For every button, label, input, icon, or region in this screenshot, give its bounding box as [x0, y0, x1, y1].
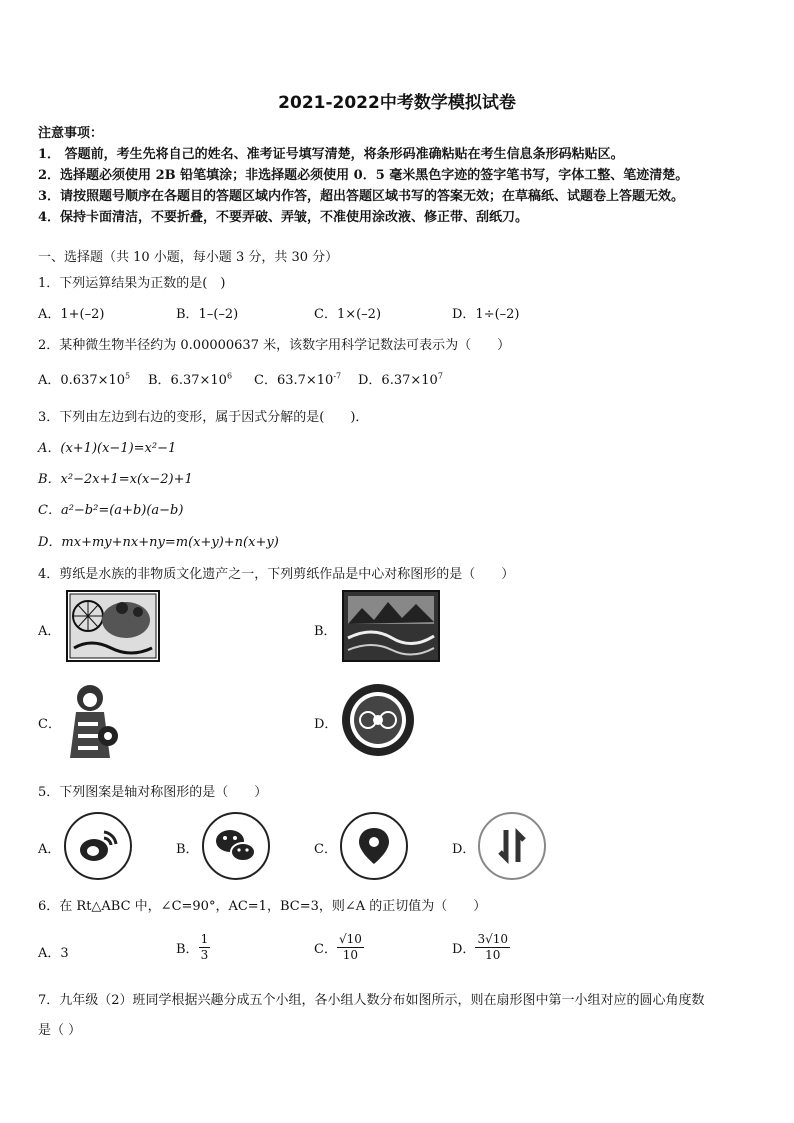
q5-option-c-label: C．: [314, 842, 337, 857]
q2-option-b: B．$6.37\times 10^6$: [148, 371, 233, 388]
q5-option-b-label: B．: [176, 842, 199, 857]
q4-stem: 4．剪纸是水族的非物质文化遗产之一，下列剪纸作品是中心对称图形的是（ ）: [38, 567, 515, 582]
q6-option-c: C． $\frac{√10}{10}$: [314, 932, 362, 962]
papercut-c-image: [64, 682, 124, 764]
page-title: 2021-2022中考数学模拟试卷: [278, 93, 516, 113]
papercut-d-image: [340, 682, 416, 758]
q6-stem: 6．在 Rt△ABC 中，∠C=90°，AC=1，BC=3，则∠A 的正切值为（ ）: [38, 899, 487, 914]
q1-option-c: C．1×(–2): [314, 307, 382, 322]
notice-item-1: 1． 答题前，考生先将自己的姓名、准考证号填写清楚，将条形码准确粘贴在考生信息条形码粘贴区。: [38, 147, 624, 162]
notice-item-2: 2．选择题必须使用 2B 铅笔填涂；非选择题必须使用 0．5 毫米黑色字迹的签字笔书写，字体工整、笔迹清楚。: [38, 168, 689, 183]
swap-arrows-icon: [478, 812, 546, 880]
papercut-a-image: [66, 590, 160, 662]
q1-option-d: D．1÷(–2): [452, 307, 520, 322]
q4-option-d-label: D．: [314, 717, 338, 732]
q3-option-b: B．x²−2x+1=x(x−2)+1: [38, 472, 193, 487]
q2-option-c: C．$63.7\times 10^{-7}$: [254, 371, 342, 388]
q3-stem: 3．下列由左边到右边的变形，属于因式分解的是( )．: [38, 410, 369, 425]
q4-option-b-label: B．: [314, 624, 337, 639]
q2-option-d: D．$6.37\times 10^7$: [358, 371, 443, 388]
q3-option-d: D．mx+my+nx+ny=m(x+y)+n(x+y): [38, 535, 279, 550]
q3-option-a: A．(x+1)(x−1)=x²−1: [38, 441, 177, 456]
q6-option-d: D． $\frac{3√10}{10}$: [452, 932, 508, 962]
notice-item-3: 3．请按照题号顺序在各题目的答题区域内作答，超出答题区域书写的答案无效；在草稿纸、试题卷上答题无效。: [38, 189, 685, 204]
q6-option-b: B． $\frac{1}{3}$: [176, 932, 209, 962]
q3-option-c: C．a²−b²=(a+b)(a−b): [38, 503, 184, 518]
q4-option-c-label: C．: [38, 717, 61, 732]
location-pin-icon: [340, 812, 408, 880]
q1-stem: 1．下列运算结果为正数的是( ): [38, 276, 226, 291]
q5-option-a-label: A．: [38, 842, 61, 857]
notice-item-4: 4．保持卡面清洁，不要折叠，不要弄破、弄皱，不准使用涂改液、修正带、刮纸刀。: [38, 210, 529, 225]
wechat-icon: [202, 812, 270, 880]
q4-option-a-label: A．: [38, 624, 61, 639]
notice-heading: 注意事项：: [38, 126, 104, 141]
section-heading: 一、选择题（共 10 小题，每小题 3 分，共 30 分）: [38, 250, 339, 265]
papercut-b-image: [342, 590, 440, 662]
q7-stem-line1: 7．九年级（2）班同学根据兴趣分成五个小组，各小组人数分布如图所示，则在扇形图中第一小组对应的圆心角度数: [38, 993, 705, 1008]
q7-stem-line2: 是（ ）: [38, 1023, 82, 1038]
weibo-icon: [64, 812, 132, 880]
q2-option-a: A．$0.637\times 10^5$: [38, 371, 131, 388]
q2-stem: 2．某种微生物半径约为 0.00000637 米，该数字用科学记数法可表示为（ ）: [38, 338, 511, 353]
q5-option-d-label: D．: [452, 842, 476, 857]
q5-stem: 5．下列图案是轴对称图形的是（ ）: [38, 785, 268, 800]
q1-option-a: A．1+(–2): [38, 307, 105, 322]
q6-option-a: A．3: [38, 946, 69, 961]
q1-option-b: B．1–(–2): [176, 307, 239, 322]
